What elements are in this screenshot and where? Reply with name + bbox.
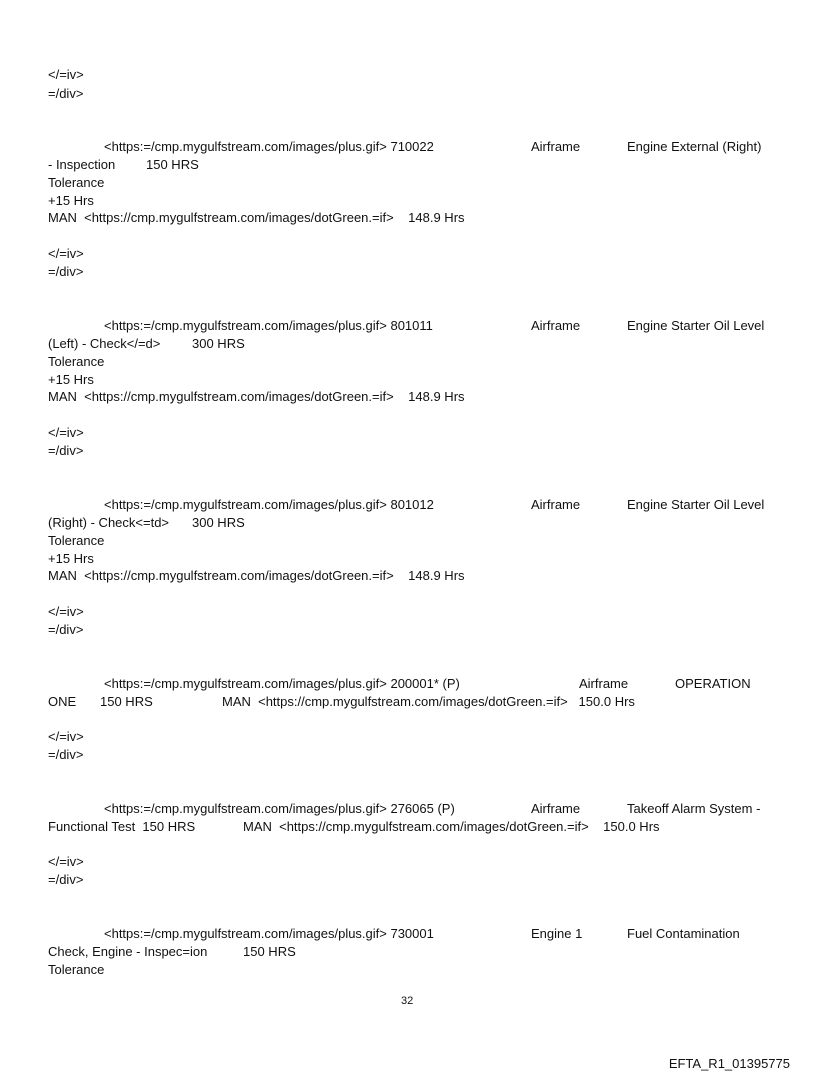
page-number: 32 <box>401 995 414 1007</box>
text-line: 150 HRS <box>100 694 153 709</box>
text-line: MAN <https://cmp.mygulfstream.com/images/dotGreen.=if> 150.0 Hrs <box>243 819 660 834</box>
text-line: </=iv> <box>48 854 84 869</box>
text-line: Tolerance <box>48 962 105 977</box>
text-line: 300 HRS <box>192 515 245 530</box>
text-line: Takeoff Alarm System - <box>627 801 761 816</box>
text-line: =/div> <box>48 264 84 279</box>
text-line: <https:=/cmp.mygulfstream.com/images/plus.gif> 200001* (P) <box>104 676 460 691</box>
text-line: Airframe <box>531 139 581 154</box>
text-line: Engine Starter Oil Level <box>627 318 765 333</box>
text-line: +15 Hrs <box>48 551 94 566</box>
text-line: <https:=/cmp.mygulfstream.com/images/plus.gif> 710022 <box>104 139 434 154</box>
text-line: Airframe <box>579 676 629 691</box>
text-line: (Right) - Check<=td> <box>48 515 170 530</box>
text-line: Check, Engine - Inspec=ion <box>48 944 208 959</box>
text-line: MAN <https://cmp.mygulfstream.com/images/dotGreen.=if> 148.9 Hrs <box>48 210 465 225</box>
text-line: <https:=/cmp.mygulfstream.com/images/plus.gif> 801012 <box>104 497 434 512</box>
text-line: MAN <https://cmp.mygulfstream.com/images/dotGreen.=if> 148.9 Hrs <box>48 389 465 404</box>
text-line: =/div> <box>48 443 84 458</box>
text-line: 150 HRS <box>146 157 199 172</box>
text-line: </=iv> <box>48 729 84 744</box>
text-line: =/div> <box>48 747 84 762</box>
text-line: =/div> <box>48 872 84 887</box>
text-line: Tolerance <box>48 354 105 369</box>
text-line: 300 HRS <box>192 336 245 351</box>
text-line: =/div> <box>48 622 84 637</box>
text-line: Airframe <box>531 497 581 512</box>
text-line: Engine 1 <box>531 926 583 941</box>
text-line: - Inspection <box>48 157 116 172</box>
text-line: Engine External (Right) <box>627 139 762 154</box>
text-line: Fuel Contamination <box>627 926 740 941</box>
text-line: <https:=/cmp.mygulfstream.com/images/plus.gif> 730001 <box>104 926 434 941</box>
text-line: <https:=/cmp.mygulfstream.com/images/plus.gif> 276065 (P) <box>104 801 455 816</box>
text-line: </=iv> <box>48 246 84 261</box>
document-id: EFTA_R1_01395775 <box>668 1056 790 1071</box>
text-line: Engine Starter Oil Level <box>627 497 765 512</box>
text-line: </=iv> <box>48 604 84 619</box>
text-line: Airframe <box>531 801 581 816</box>
text-line: +15 Hrs <box>48 372 94 387</box>
text-line: OPERATION <box>675 676 751 691</box>
text-line: (Left) - Check</=d> <box>48 336 161 351</box>
text-line: 150 HRS <box>243 944 296 959</box>
text-line: <https:=/cmp.mygulfstream.com/images/plus.gif> 801011 <box>104 318 433 333</box>
text-line: MAN <https://cmp.mygulfstream.com/images/dotGreen.=if> 150.0 Hrs <box>222 694 635 709</box>
text-line: ONE <box>48 694 77 709</box>
text-line: </=iv> <box>48 425 84 440</box>
text-line: MAN <https://cmp.mygulfstream.com/images/dotGreen.=if> 148.9 Hrs <box>48 568 465 583</box>
text-line: +15 Hrs <box>48 193 94 208</box>
text-line: Functional Test 150 HRS <box>48 819 196 834</box>
text-line: =/div> <box>48 86 84 101</box>
text-line: Tolerance <box>48 175 105 190</box>
text-line: Airframe <box>531 318 581 333</box>
text-line: </=iv> <box>48 67 84 82</box>
text-line: Tolerance <box>48 533 105 548</box>
